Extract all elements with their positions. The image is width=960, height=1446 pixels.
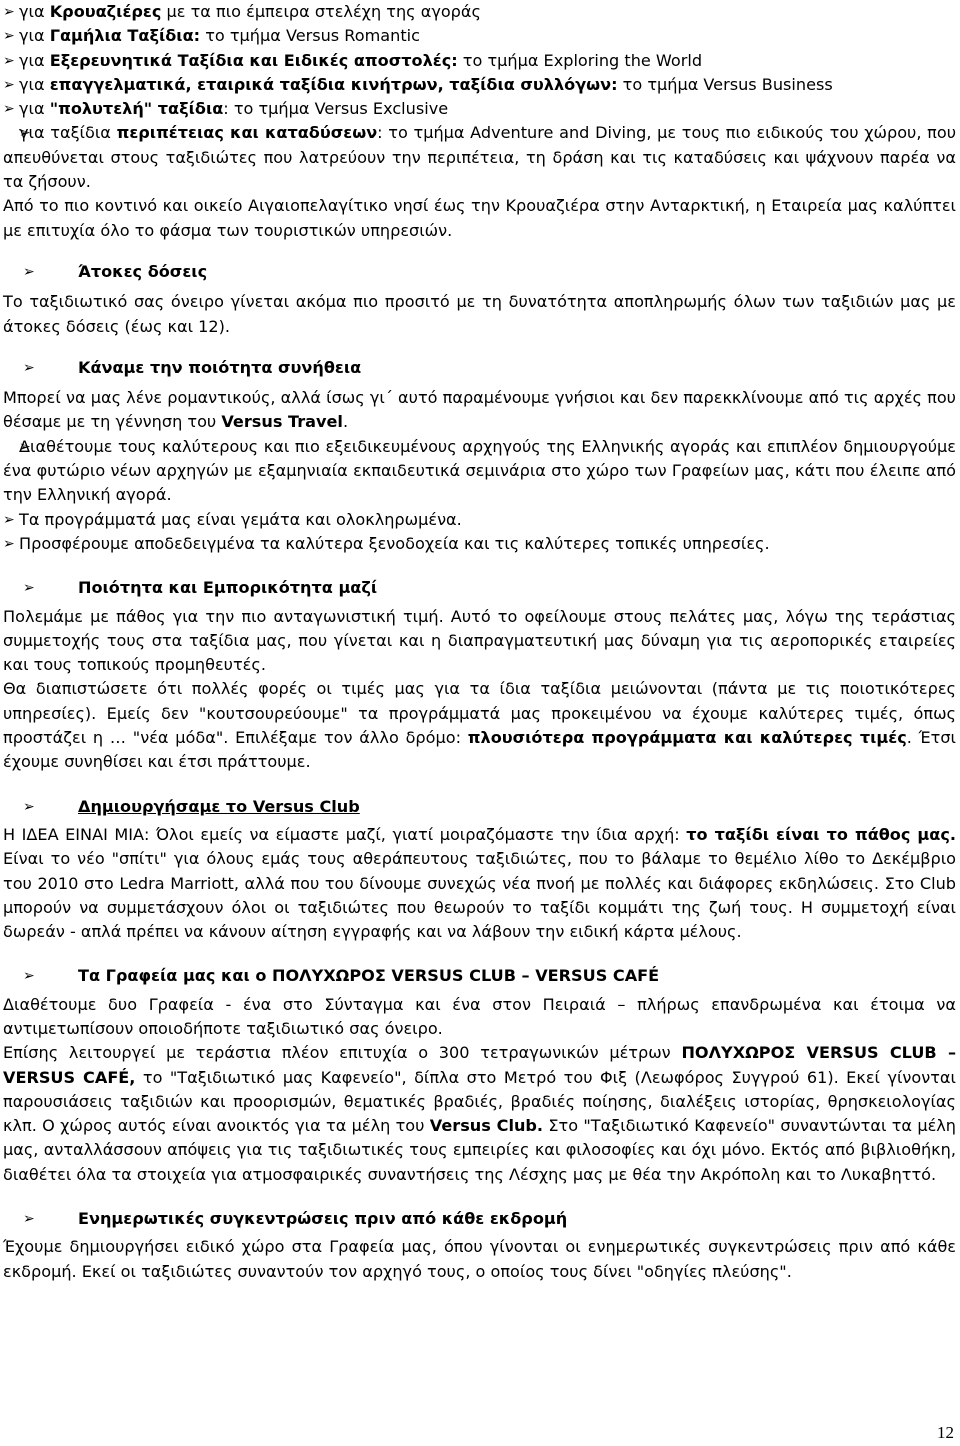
bullet-exploring: ➢ για Εξερευνητικά Ταξίδια και Ειδικές αποστολές: το τμήμα Exploring the World — [3, 49, 956, 73]
quality-habit-body: Μπορεί να μας λένε ρομαντικούς, αλλά ίσως γι΄ αυτό παραμένουμε γνήσιοι και δεν παρεκκλίνουμε από τις αρχές που θέσαμε με τη γέννηση του Versus Travel. — [3, 388, 956, 432]
quality-commerce-p1: Πολεμάμε με πάθος για την πιο ανταγωνιστική τιμή. Αυτό το οφείλουμε στους πελάτες μας, λόγω της τεράστιας συμμετοχής τους στα ταξίδια μας, που γίνεται και η διαπραγματευτική μας δύναμη για τις αεροπορικές εταιρείες και τους τοπικούς προμηθευτές. — [3, 606, 956, 675]
offices-p1: Διαθέτουμε δυο Γραφεία - ένα στο Σύνταγμα και ένα στον Πειραιά – πλήρως επανδρωμένα και έτοιμα να αντιμετωπίσουν οποιοδήποτε ταξιδιωτικό σας όνειρο. — [3, 994, 956, 1038]
quality-commerce-p2: Θα διαπιστώσετε ότι πολλές φορές οι τιμές μας για τα ίδια ταξίδια μειώνονται (πάντα με τις ποιοτικότερες υπηρεσίες). Εμείς δεν "κουτσουρεύουμε" τα προγράμματά μας προκειμένου να έχουμε καλύτερες τιμές, όπως προστάζει η … "νέα μόδα". Επιλέξαμε τον άλλο δρόμο: πλουσιότερα προγράμματα και καλύτερες τιμές. Έτσι έχουμε συνηθίσει και έτσι πράττουμε. — [3, 679, 956, 772]
bullet-cruises: ➢ για Κρουαζιέρες με τα πιο έμπειρα στελέχη της αγοράς — [3, 0, 956, 24]
bullet-adventure: ➢ για ταξίδια περιπέτειας και καταδύσεων: το τμήμα Adventure and Diving, με τους πιο ειδικούς του χώρου, που απευθύνεται στους ταξιδιώτες που λατρεύουν την περιπέτεια, τη δράση και τις καταδύσεις και ψάχνουν παρέα να τα ζήσουν. — [3, 121, 956, 194]
offices-p2: Επίσης λειτουργεί με τεράστια πλέον επιτυχία ο 300 τετραγωνικών μέτρων ΠΟΛΥΧΩΡΟΣ VERSUS CLUB – VERSUS CAFÉ, το "Ταξιδιωτικό μας Καφενείο", δίπλα στο Μετρό του Φιξ (Λεωφόρος Συγγρού 61). Εκεί γίνονται παρουσιάσεις ταξιδιών και προορισμών, θεματικές βραδιές, βραδιές ποίησης, διαλέξεις ιστορίας, θρησκειολογίας κλπ. Ο χώρος αυτός είναι ανοικτός για τα μέλη του Versus Club. Στο "Ταξιδιωτικό Καφενείο" συναντώνται τα μέλη μας, ανταλλάσσουν απόψεις για τις ταξιδιωτικές τους εμπειρίες και φιλοσοφίες και όχι μόνο. Εκτός από βιβλιοθήκη, διαθέτει όλα τα στοιχεία για ατμοσφαιρικές συναντήσεις της Λέσχης μας με θέα την Ακρόπολη και το Λυκαβηττό. — [3, 1043, 956, 1184]
heading-quality-habit: ➢ Κάναμε την ποιότητα συνήθεια — [3, 356, 956, 380]
bullet-exclusive: ➢ για "πολυτελή" ταξίδια: το τμήμα Versus Exclusive — [3, 97, 956, 121]
intro-closing: Από το πιο κοντινό και οικείο Αιγαιοπελαγίτικο νησί έως την Κρουαζιέρα στην Ανταρκτική, η Εταιρεία μας καλύπτει με επιτυχία όλο το φάσμα των τουριστικών υπηρεσιών. — [3, 196, 956, 240]
heading-quality-commerce: ➢ Ποιότητα και Εμπορικότητα μαζί — [3, 576, 956, 600]
heading-versus-club: ➢ Δημιουργήσαμε το Versus Club — [3, 795, 956, 819]
versus-club-body: Η ΙΔΕΑ ΕΙΝΑΙ ΜΙΑ: Όλοι εμείς να είμαστε μαζί, γιατί μοιραζόμαστε την ίδια αρχή: το ταξίδι είναι το πάθος μας. Είναι το νέο "σπίτι" για όλους εμάς τους αθεράπευτους ταξιδιώτες, που το βάλαμε το θεμέλιο λίθο το Δεκέμβριο του 2010 στο Ledra Marriott, αλλά που του δίνουμε συνεχώς νέα πνοή με πολλές και διάφορες εκδηλώσεις. Στο Club μπορούν να συμμετάσχουν όλοι οι ταξιδιώτες που θεωρούν το ταξίδι κομμάτι της ζωή τους. Η συμμετοχή είναι δωρεάν - απλά πρέπει να κάνουν αίτηση εγγραφής και να λάβουν την ειδική κάρτα μέλους. — [3, 824, 956, 942]
bullet-business: ➢ για επαγγελματικά, εταιρικά ταξίδια κινήτρων, ταξίδια συλλόγων: το τμήμα Versus Business — [3, 73, 956, 97]
interest-free-body: Το ταξιδιωτικό σας όνειρο γίνεται ακόμα πιο προσιτό με τη δυνατότητα αποπληρωμής όλων των ταξιδιών μας με άτοκες δόσεις (έως και 12). — [3, 292, 956, 336]
heading-interest-free: ➢ Άτοκες δόσεις — [3, 260, 956, 284]
bullet-hotels: ➢ Προσφέρουμε αποδεδειγμένα τα καλύτερα ξενοδοχεία και τις καλύτερες τοπικές υπηρεσίες. — [3, 532, 956, 556]
heading-briefings: ➢ Ενημερωτικές συγκεντρώσεις πριν από κάθε εκδρομή — [3, 1207, 956, 1231]
page-number: 12 — [937, 1423, 954, 1442]
bullet-programs: ➢ Τα προγράμματά μας είναι γεμάτα και ολοκληρωμένα. — [3, 508, 956, 532]
bullet-honeymoon: ➢ για Γαμήλια Ταξίδια: το τμήμα Versus Romantic — [3, 24, 956, 48]
bullet-leaders: ➢ Διαθέτουμε τους καλύτερους και πιο εξειδικευμένους αρχηγούς της Ελληνικής αγοράς και επιπλέον δημιουργούμε ένα φυτώριο νέων αρχηγών με εξαμηνιαία εκπαιδευτικά σεμινάρια στο χώρο των Γραφείων μας, κάτι που έλειπε από την Ελληνική αγορά. — [3, 435, 956, 508]
briefings-body: Έχουμε δημιουργήσει ειδικό χώρο στα Γραφεία μας, όπου γίνονται οι ενημερωτικές συγκεντρώσεις πριν από κάθε εκδρομή. Εκεί οι ταξιδιώτες συναντούν τον αρχηγό τους, ο οποίος τους δίνει "οδηγίες πλεύσης". — [3, 1237, 956, 1281]
heading-offices: ➢ Τα Γραφεία μας και ο ΠΟΛΥΧΩΡΟΣ VERSUS CLUB – VERSUS CAFÉ — [3, 964, 956, 988]
